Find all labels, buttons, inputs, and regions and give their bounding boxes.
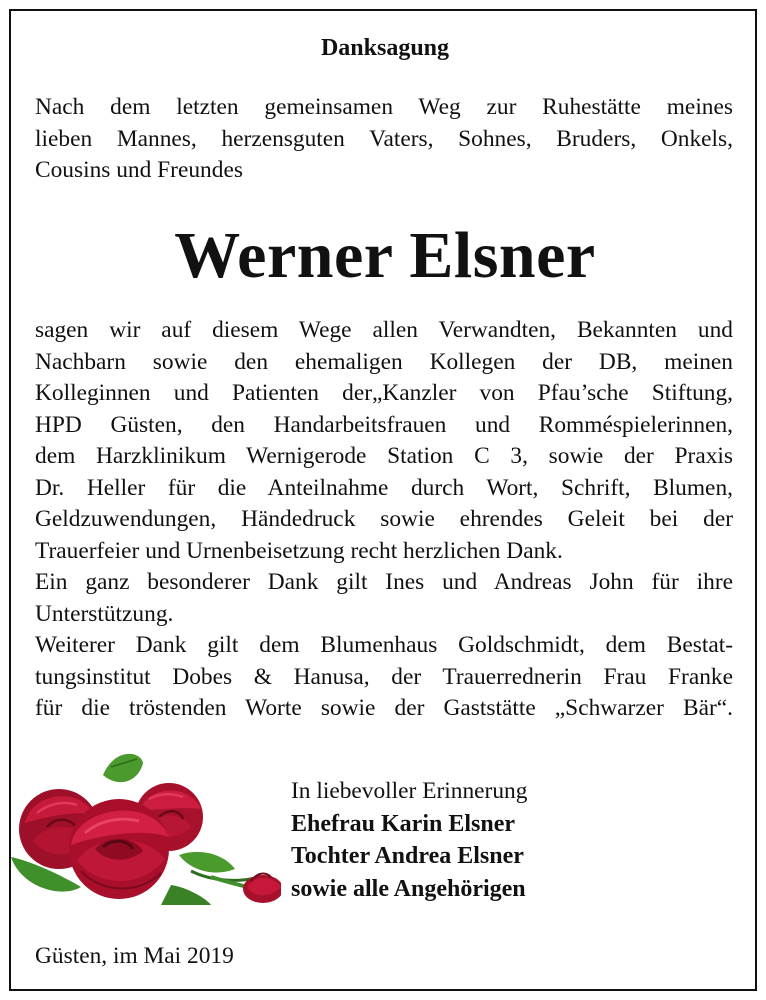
notice-heading: Danksagung (320, 35, 450, 61)
place-date: Güsten, im Mai 2019 (35, 943, 234, 969)
notice-frame (9, 9, 757, 991)
intro-line: Cousins und Freundes (35, 157, 243, 183)
intro-paragraph (35, 92, 733, 187)
body-line: für die tröstenden Worte sowie der Gaststätte „Schwarzer Bär“. (35, 695, 733, 721)
signature-name: sowie alle Angehörigen (291, 875, 526, 902)
intro-line: Nach dem letzten gemeinsamen Weg zur Ruhestätte meines (35, 94, 733, 120)
signature-name: Ehefrau Karin Elsner (291, 810, 516, 837)
body-line: Weiterer Dank gilt dem Blumenhaus Goldschmidt, dem Bestat- (35, 632, 733, 658)
roses-image (11, 737, 281, 907)
body-line: Kolleginnen und Patienten der„Kanzler von Pfau’sche Stiftung, (35, 380, 733, 406)
body-line: Trauerfeier und Urnenbeisetzung recht herzlichen Dank. (35, 537, 563, 564)
intro-line: lieben Mannes, herzensguten Vaters, Sohnes, Bruders, Onkels, (35, 125, 733, 152)
deceased-name: Werner Elsner (174, 219, 596, 292)
signature-intro: In liebevoller Erinnerung (291, 778, 528, 804)
body-line: tungsinstitut Dobes & Hanusa, der Trauerrednerin Frau Franke (35, 663, 733, 690)
body-line: Dr. Heller für die Anteilnahme durch Wort, Schrift, Blumen, (35, 474, 733, 501)
body-line: Unterstützung. (35, 600, 174, 627)
signature-block (291, 775, 711, 905)
signature-name: Tochter Andrea Elsner (291, 843, 524, 869)
body-line: HPD Güsten, den Handarbeitsfrauen und Romméspielerinnen, (35, 411, 733, 438)
body-line: Nachbarn sowie den ehemaligen Kollegen der DB, meinen (35, 348, 733, 375)
body-line: Ein ganz besonderer Dank gilt Ines und Andreas John für ihre (35, 569, 733, 595)
body-line: dem Harzklinikum Wernigerode Station C 3, sowie der Praxis (35, 443, 733, 469)
body-line: sagen wir auf diesem Wege allen Verwandten, Bekannten und (35, 317, 733, 343)
body-line: Geldzuwendungen, Händedruck sowie ehrendes Geleit bei der (35, 506, 733, 532)
thanks-paragraph (35, 315, 733, 725)
